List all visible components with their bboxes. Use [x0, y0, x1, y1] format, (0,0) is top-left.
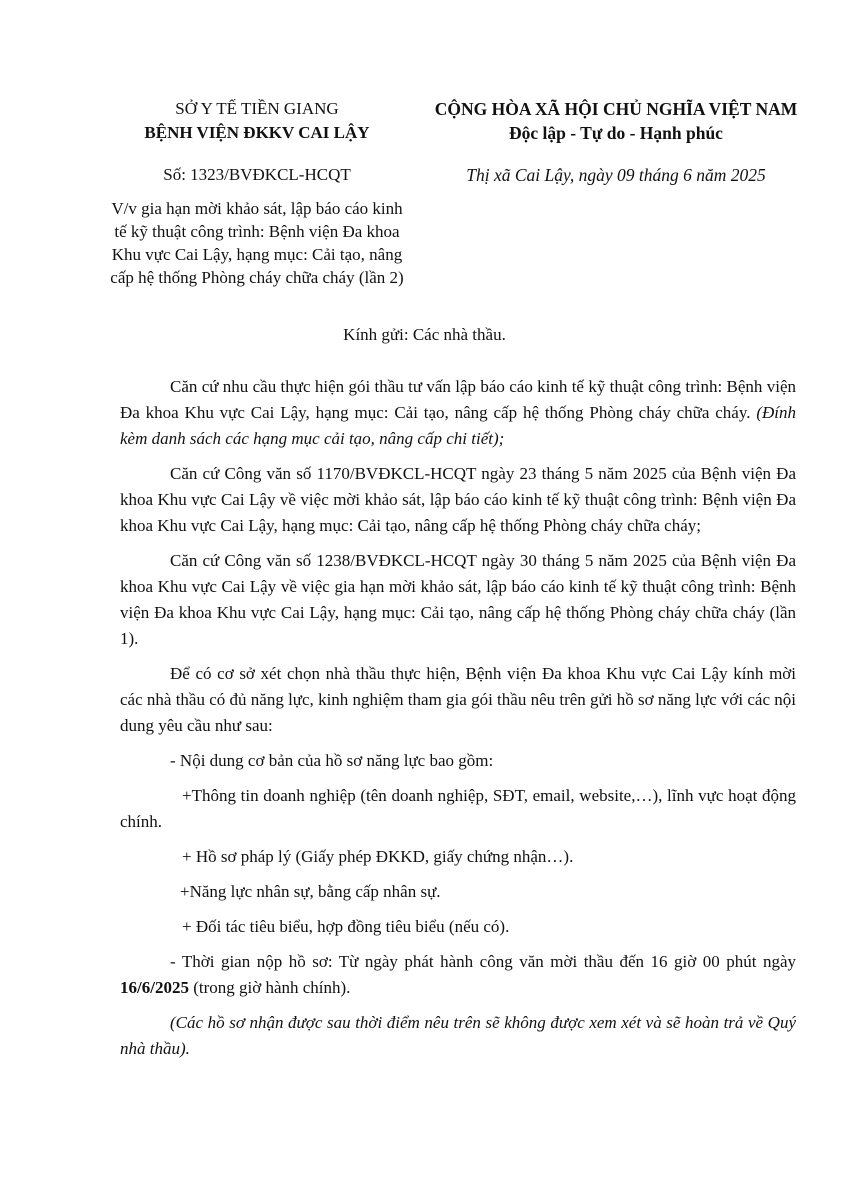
paragraph-basis-1170: Căn cứ Công văn số 1170/BVĐKCL-HCQT ngày 23 tháng 5 năm 2025 của Bệnh viện Đa khoa Khu vực Cai Lậy về việc mời khảo sát, lập báo cáo kinh tế kỹ thuật công trình: Bệnh viện Đa khoa Khu vực Cai Lậy, hạng mục: Cải tạo, nâng cấp hệ thống Phòng cháy chữa cháy; [120, 464, 796, 535]
deadline-note: (trong giờ hành chính). [193, 978, 351, 997]
submission-deadline [120, 949, 796, 1001]
paragraph-invitation: Để có cơ sở xét chọn nhà thầu thực hiện, Bệnh viện Đa khoa Khu vực Cai Lậy kính mời các nhà thầu có đủ năng lực, kinh nghiệm tham gia gói thầu nêu trên gửi hồ sơ năng lực với các nội dung yêu cầu như sau: [120, 664, 796, 735]
recipient-line: Kính gửi: Các nhà thầu. [343, 325, 506, 344]
paragraph-basis-1238: Căn cứ Công văn số 1238/BVĐKCL-HCQT ngày 30 tháng 5 năm 2025 của Bệnh viện Đa khoa Khu vực Cai Lậy về việc gia hạn mời khảo sát, lập báo cáo kinh tế kỹ thuật công trình: Bệnh viện Đa khoa Khu vực Cai Lậy, hạng mục: Cải tạo, nâng cấp hệ thống Phòng cháy chữa cháy (lần 1). [120, 551, 796, 648]
attachment-note: (Đính kèm danh sách các hạng mục cải tạo, nâng cấp chi tiết); [120, 403, 796, 448]
document-body [120, 374, 796, 1071]
nation-name: CỘNG HÒA XÃ HỘI CHỦ NGHĨA VIỆT NAM [434, 99, 798, 119]
document-subject: V/v gia hạn mời khảo sát, lập báo cáo kinh tế kỹ thuật công trình: Bệnh viện Đa khoa Khu vực Cai Lậy, hạng mục: Cải tạo, nâng cấp hệ thống Phòng cháy chữa cháy (lần 2) [110, 199, 404, 287]
hospital-name: BỆNH VIỆN ĐKKV CAI LẬY [144, 123, 370, 142]
sender-block [108, 97, 406, 289]
paragraph-text: Căn cứ nhu cầu thực hiện gói thầu tư vấn lập báo cáo kinh tế kỹ thuật công trình: Bệnh viện Đa khoa Khu vực Cai Lậy, hạng mục: Cải tạo, nâng cấp hệ thống Phòng cháy chữa cháy. [120, 377, 796, 422]
requirement-item: +Thông tin doanh nghiệp (tên doanh nghiệp, SĐT, email, website,…), lĩnh vực hoạt động chính. [120, 786, 796, 831]
requirements-intro: - Nội dung cơ bản của hồ sơ năng lực bao gồm: [170, 751, 494, 770]
deadline-date: 16/6/2025 [120, 978, 189, 997]
national-motto: Độc lập - Tự do - Hạnh phúc [509, 123, 723, 143]
requirement-item: +Năng lực nhân sự, bằng cấp nhân sự. [180, 882, 441, 901]
national-heading [416, 97, 816, 187]
place-and-date: Thị xã Cai Lậy, ngày 09 tháng 6 năm 2025 [466, 165, 766, 185]
paragraph-basis-need [120, 374, 796, 452]
deadline-text: - Thời gian nộp hồ sơ: Từ ngày phát hành công văn mời thầu đến 16 giờ 00 phút ngày [170, 952, 796, 971]
document-number: Số: 1323/BVĐKCL-HCQT [163, 165, 351, 184]
late-submission-note: (Các hồ sơ nhận được sau thời điểm nêu trên sẽ không được xem xét và sẽ hoàn trả về Quý nhà thầu). [120, 1013, 796, 1058]
requirement-item: + Hồ sơ pháp lý (Giấy phép ĐKKD, giấy chứng nhận…). [182, 847, 574, 866]
requirement-item: + Đối tác tiêu biểu, hợp đồng tiêu biểu (nếu có). [182, 917, 510, 936]
department-name: SỞ Y TẾ TIỀN GIANG [175, 99, 339, 118]
